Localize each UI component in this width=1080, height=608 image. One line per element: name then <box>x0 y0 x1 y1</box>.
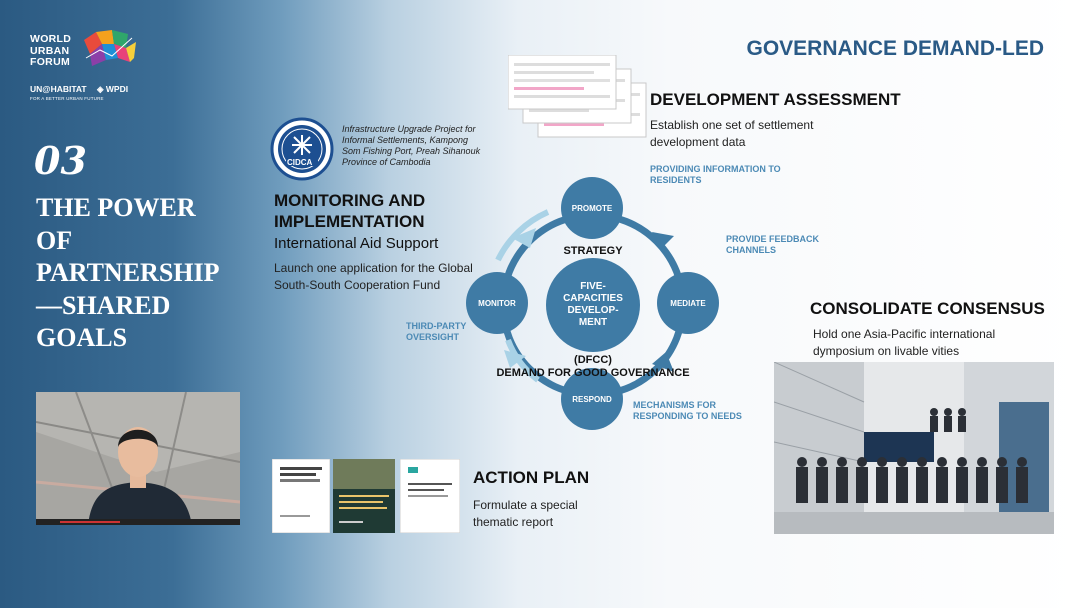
speaker-video[interactable] <box>36 392 240 525</box>
unhabitat-logo: UN@HABITAT <box>30 84 87 94</box>
development-body: Establish one set of settlement development data <box>650 118 814 149</box>
center-circle-text: FIVE-CAPACITIES DEVELOP-MENT <box>563 281 623 328</box>
report-cover-1 <box>272 459 330 533</box>
monitoring-subheading: International Aid Support <box>274 235 439 252</box>
label-providing-info: PROVIDING INFORMATION TO RESIDENTS <box>650 164 781 185</box>
cidca-seal-icon <box>270 117 334 181</box>
monitoring-heading-line-2: IMPLEMENTATION <box>274 212 425 231</box>
label-oversight: THIRD-PARTY OVERSIGHT <box>406 321 467 342</box>
page-title: GOVERNANCE DEMAND-LED <box>746 37 1044 60</box>
cidca-seal-text: CIDCA <box>287 158 313 167</box>
speaker-video-picture <box>36 392 240 525</box>
node-promote: PROMOTE <box>561 177 623 239</box>
strategy-label: STRATEGY <box>563 245 623 257</box>
logo-line-2: URBAN <box>30 44 70 57</box>
node-respond: RESPOND <box>561 368 623 430</box>
wpdi-logo: WPDI <box>105 84 129 94</box>
demand-label: DEMAND FOR GOOD GOVERNANCE <box>496 367 690 379</box>
development-heading: DEVELOPMENT ASSESSMENT <box>650 90 901 109</box>
node-mediate: MEDIATE <box>657 272 719 334</box>
action-heading: ACTION PLAN <box>473 468 590 487</box>
consensus-body: Hold one Asia-Pacific international dymposium on livable vities <box>813 327 996 358</box>
consensus-heading: CONSOLIDATE CONSENSUS <box>810 299 1045 318</box>
data-sheets-image <box>508 55 648 139</box>
logo-line-1: WORLD <box>30 33 72 45</box>
section-title: THE POWER OF PARTNERSHIP—SHARED GOALS <box>36 193 220 352</box>
symposium-photo <box>774 362 1054 534</box>
monitoring-body: Launch one application for the Global South-South Cooperation Fund <box>274 261 473 292</box>
monitoring-heading-line-1: MONITORING AND <box>274 191 426 210</box>
center-circle <box>546 258 640 352</box>
unhabitat-tagline: FOR A BETTER URBAN FUTURE <box>30 96 104 101</box>
wpdi-mark-icon: ◈ <box>96 84 104 94</box>
label-mechanisms: MECHANISMS FOR RESPONDING TO NEEDS <box>633 400 742 421</box>
label-feedback: PROVIDE FEEDBACK CHANNELS <box>726 234 820 255</box>
wuf-logo-text <box>30 34 71 69</box>
logo-line-3: FORUM <box>30 56 70 68</box>
partner-logos <box>30 84 128 101</box>
project-caption: Infrastructure Upgrade Project for Informal Settlements, Kampong Som Fishing Port, Preah Sihanouk Province of Cambodia <box>342 124 481 167</box>
monitoring-heading <box>274 190 425 232</box>
wuf-logo-icon <box>82 28 138 70</box>
node-monitor: MONITOR <box>466 272 528 334</box>
report-cover-3 <box>400 459 460 533</box>
section-number: 03 <box>34 138 87 183</box>
action-body: Formulate a special thematic report <box>473 498 578 529</box>
report-cover-2 <box>333 459 395 533</box>
dfcc-label: (DFCC) <box>574 354 612 366</box>
